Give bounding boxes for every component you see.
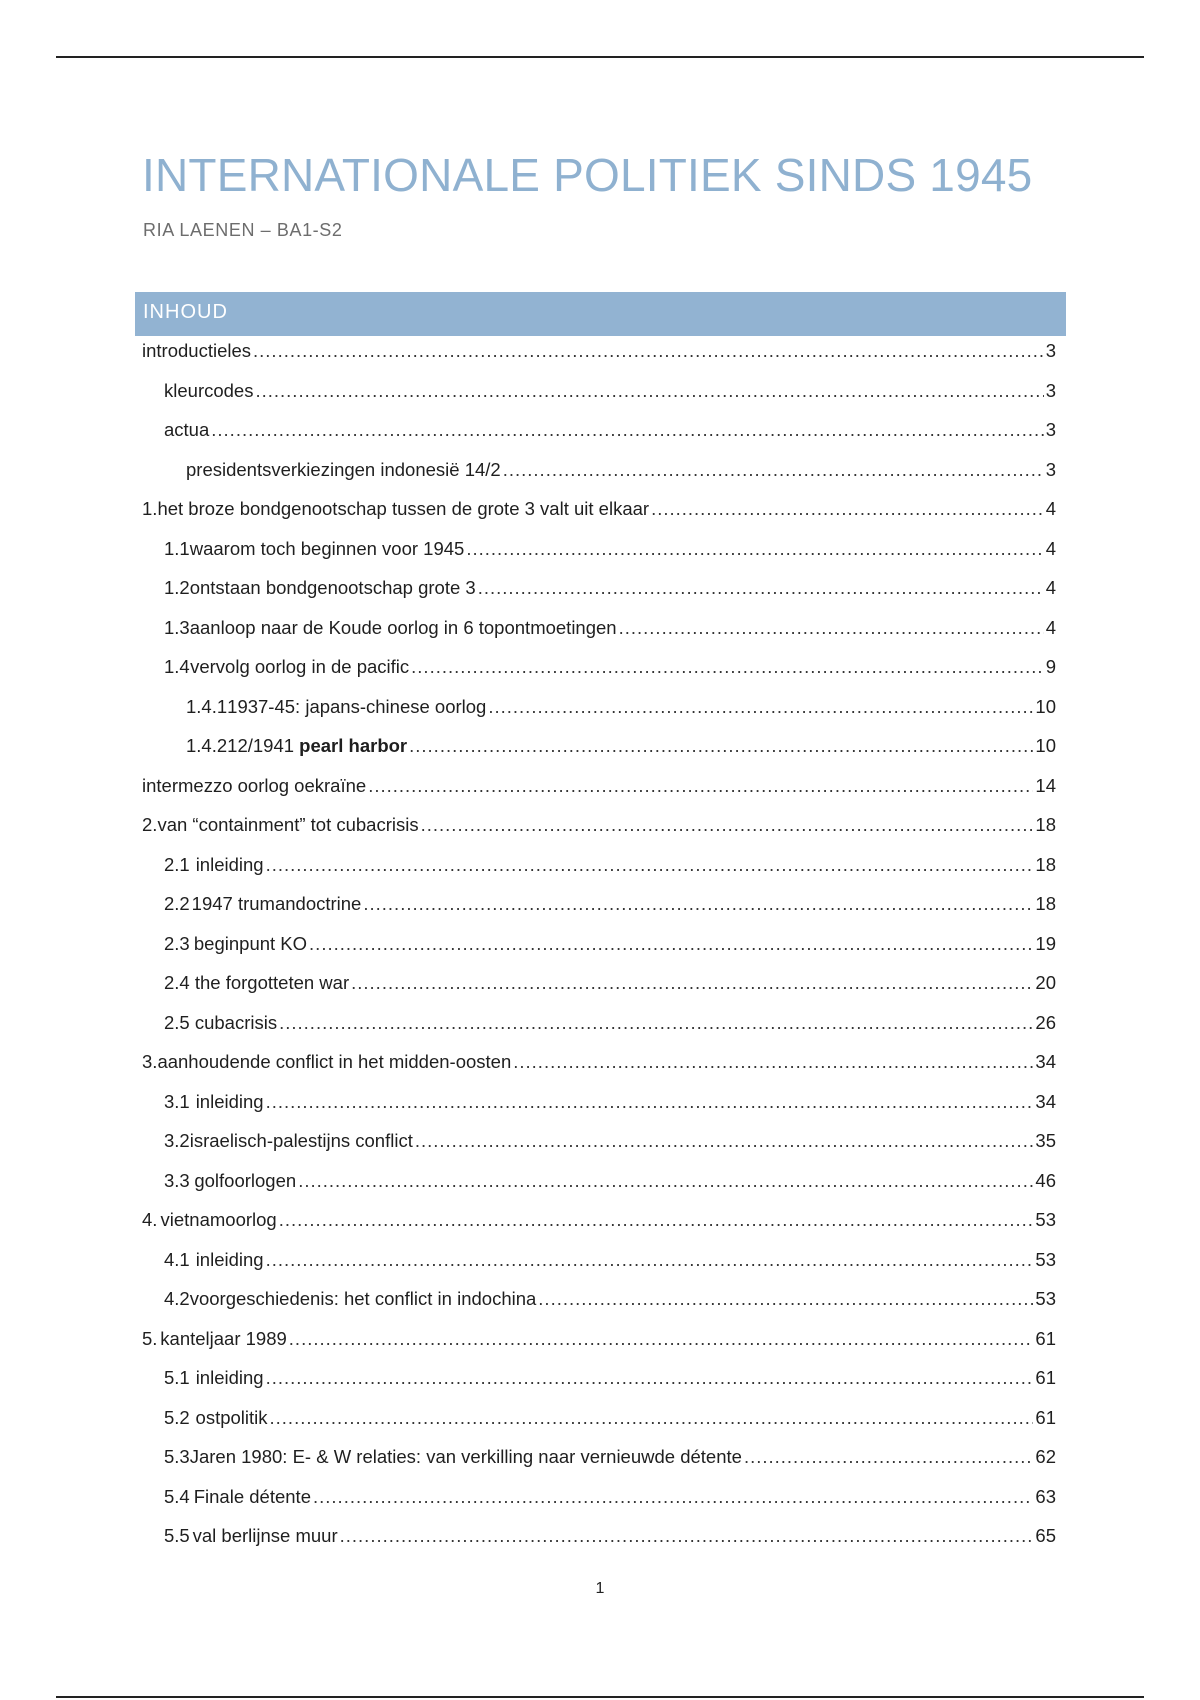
- toc-entry-label: 1947 trumandoctrine: [191, 893, 362, 914]
- toc-entry-page: 20: [1035, 972, 1056, 993]
- toc-leader-dots: [368, 766, 1033, 806]
- toc-leader-dots: [289, 1319, 1034, 1359]
- toc-entry-number: 2.1: [164, 853, 190, 875]
- toc-leader-dots: [340, 1516, 1034, 1556]
- toc-entry[interactable]: [142, 687, 1056, 727]
- table-of-contents: [142, 331, 1056, 1556]
- toc-entry-label: ontstaan bondgenootschap grote 3: [189, 577, 476, 598]
- toc-entry-label: 1937-45: japans-chinese oorlog: [227, 695, 487, 717]
- toc-leader-dots: [309, 924, 1033, 964]
- toc-entry-page: 65: [1035, 1525, 1056, 1546]
- toc-leader-dots: [266, 845, 1034, 885]
- toc-entry-page: 4: [1045, 498, 1056, 519]
- toc-entry[interactable]: [142, 924, 1056, 964]
- toc-leader-dots: [270, 1398, 1034, 1438]
- toc-entry-number: 1.3: [164, 616, 190, 638]
- toc-entry-label: golfoorlogen: [194, 1169, 297, 1191]
- document-subtitle: RIA LAENEN – BA1-S2: [143, 220, 343, 240]
- toc-entry[interactable]: [142, 1516, 1056, 1556]
- toc-leader-dots: [421, 805, 1034, 845]
- toc-entry-page: 4: [1045, 616, 1056, 638]
- toc-entry[interactable]: [142, 805, 1056, 845]
- top-divider: [56, 56, 1144, 58]
- toc-entry[interactable]: [142, 1161, 1056, 1201]
- toc-entry[interactable]: [142, 1003, 1056, 1043]
- toc-leader-dots: [211, 410, 1043, 450]
- toc-entry[interactable]: [142, 331, 1056, 371]
- toc-leader-dots: [513, 1042, 1033, 1082]
- toc-entry[interactable]: [142, 1319, 1056, 1359]
- toc-entry-label: kleurcodes: [164, 379, 254, 401]
- toc-entry[interactable]: [142, 1477, 1056, 1517]
- toc-leader-dots: [411, 647, 1044, 687]
- toc-entry-number: 5.5: [164, 1525, 190, 1546]
- toc-entry-page: 53: [1035, 1288, 1056, 1309]
- toc-leader-dots: [253, 331, 1044, 371]
- toc-entry[interactable]: [142, 884, 1056, 924]
- toc-entry-number: 5.4: [164, 1485, 190, 1507]
- toc-entry[interactable]: [142, 1398, 1056, 1438]
- toc-entry[interactable]: [142, 371, 1056, 411]
- toc-entry-page: 63: [1035, 1485, 1056, 1507]
- toc-leader-dots: [488, 687, 1033, 727]
- toc-entry[interactable]: [142, 410, 1056, 450]
- toc-leader-dots: [415, 1121, 1034, 1161]
- toc-entry-page: 10: [1035, 735, 1056, 756]
- toc-entry-label: val berlijnse muur: [192, 1525, 338, 1546]
- toc-entry-page: 3: [1045, 340, 1056, 361]
- toc-entry-number: 5.2: [164, 1406, 190, 1428]
- toc-entry[interactable]: [142, 1240, 1056, 1280]
- toc-entry-label: inleiding: [195, 1367, 264, 1388]
- toc-leader-dots: [266, 1240, 1034, 1280]
- toc-entry-number: 2.: [142, 814, 158, 835]
- toc-entry-number: 4.1: [164, 1248, 190, 1270]
- toc-entry-page: 46: [1035, 1169, 1056, 1191]
- toc-entry-label-bold: pearl harbor: [299, 735, 408, 756]
- toc-entry-label: beginpunt KO: [193, 932, 308, 954]
- toc-entry-label: [227, 726, 407, 766]
- page-number: 1: [595, 1580, 605, 1597]
- toc-entry-number: 3.: [142, 1051, 158, 1072]
- toc-entry[interactable]: [142, 529, 1056, 569]
- document-title: INTERNATIONALE POLITIEK SINDS 1945: [142, 149, 1033, 201]
- toc-entry-page: 9: [1045, 656, 1056, 677]
- toc-entry-label: voorgeschiedenis: het conflict in indochina: [189, 1288, 537, 1309]
- toc-entry[interactable]: [142, 1121, 1056, 1161]
- toc-entry-number: 4.: [142, 1209, 158, 1230]
- toc-entry-number: 5.3: [164, 1446, 190, 1467]
- toc-entry-label: Jaren 1980: E- & W relaties: van verkilling naar vernieuwde détente: [189, 1446, 742, 1467]
- toc-entry-label: vervolg oorlog in de pacific: [190, 656, 410, 677]
- toc-entry-number: 3.1: [164, 1090, 190, 1112]
- toc-entry[interactable]: [142, 726, 1056, 766]
- toc-heading-bar: [135, 292, 1066, 336]
- toc-entry-page: 26: [1035, 1011, 1056, 1033]
- toc-entry-label: waarom toch beginnen voor 1945: [189, 537, 465, 559]
- toc-leader-dots: [279, 1200, 1034, 1240]
- toc-entry-number: 5.1: [164, 1367, 190, 1388]
- toc-leader-dots: [298, 1161, 1033, 1201]
- toc-entry-page: 4: [1045, 577, 1056, 598]
- toc-entry[interactable]: [142, 845, 1056, 885]
- toc-entry-page: 61: [1035, 1367, 1056, 1388]
- toc-entry-label: inleiding: [195, 1248, 264, 1270]
- toc-leader-dots: [351, 963, 1033, 1003]
- toc-entry-number: 1.1: [164, 537, 190, 559]
- toc-leader-dots: [266, 1082, 1034, 1122]
- toc-entry-number: 1.4.1: [186, 695, 228, 717]
- toc-entry-number: 3.3: [164, 1169, 190, 1191]
- toc-entry-page: 3: [1045, 419, 1056, 440]
- toc-entry-number: 5.: [142, 1327, 158, 1349]
- toc-leader-dots: [313, 1477, 1033, 1517]
- toc-entry[interactable]: [142, 568, 1056, 608]
- toc-entry-label: van “containment” tot cubacrisis: [157, 814, 419, 835]
- toc-entry-page: 10: [1035, 695, 1056, 717]
- toc-entry-label: presidentsverkiezingen indonesië 14/2: [186, 458, 501, 480]
- toc-entry-label: introductieles: [142, 340, 252, 361]
- toc-entry[interactable]: [142, 608, 1056, 648]
- toc-entry-page: 4: [1045, 537, 1056, 559]
- toc-entry-page: 3: [1045, 379, 1056, 401]
- toc-leader-dots: [266, 1358, 1034, 1398]
- toc-entry-page: 18: [1035, 853, 1056, 875]
- toc-entry-label: 2.5 cubacrisis: [164, 1011, 278, 1033]
- toc-entry-label-text: 12/1941: [227, 735, 295, 756]
- toc-entry-number: 3.2: [164, 1130, 190, 1151]
- toc-entry-page: 61: [1035, 1327, 1056, 1349]
- toc-entry[interactable]: [142, 766, 1056, 806]
- toc-entry[interactable]: [142, 1042, 1056, 1082]
- toc-entry-number: 4.2: [164, 1288, 190, 1309]
- toc-leader-dots: [651, 489, 1044, 529]
- toc-leader-dots: [363, 884, 1033, 924]
- toc-leader-dots: [279, 1003, 1033, 1043]
- toc-leader-dots: [409, 726, 1033, 766]
- bottom-divider: [56, 1696, 1144, 1698]
- toc-entry-label: israelisch-palestijns conflict: [189, 1130, 413, 1151]
- toc-entry[interactable]: [142, 450, 1056, 490]
- toc-leader-dots: [538, 1279, 1033, 1319]
- toc-entry[interactable]: [142, 1200, 1056, 1240]
- toc-entry[interactable]: [142, 1358, 1056, 1398]
- toc-entry-page: 3: [1045, 458, 1056, 480]
- toc-entry-page: 14: [1035, 774, 1056, 796]
- toc-heading: INHOUD: [143, 301, 228, 323]
- toc-entry-page: 35: [1035, 1130, 1056, 1151]
- toc-entry-label: het broze bondgenootschap tussen de grote 3 valt uit elkaar: [157, 498, 650, 519]
- toc-entry-label: inleiding: [195, 853, 264, 875]
- toc-entry-label: inleiding: [195, 1090, 264, 1112]
- toc-entry-label: aanloop naar de Koude oorlog in 6 topontmoetingen: [189, 616, 617, 638]
- toc-leader-dots: [466, 529, 1043, 569]
- toc-leader-dots: [619, 608, 1044, 648]
- toc-entry[interactable]: [142, 647, 1056, 687]
- toc-entry-label: kanteljaar 1989: [160, 1327, 287, 1349]
- toc-leader-dots: [744, 1437, 1033, 1477]
- toc-leader-dots: [503, 450, 1044, 490]
- toc-entry-number: 2.3: [164, 932, 190, 954]
- toc-entry[interactable]: [142, 963, 1056, 1003]
- toc-entry-number: 1.4.2: [186, 735, 228, 756]
- toc-entry-label: Finale détente: [193, 1485, 311, 1507]
- toc-entry-page: 18: [1035, 814, 1056, 835]
- toc-leader-dots: [478, 568, 1044, 608]
- toc-entry-page: 62: [1035, 1446, 1056, 1467]
- toc-entry-label: vietnamoorlog: [160, 1209, 277, 1230]
- toc-entry-label: 2.4 the forgotteten war: [164, 972, 350, 993]
- toc-entry[interactable]: [142, 489, 1056, 529]
- toc-entry-page: 53: [1035, 1209, 1056, 1230]
- toc-entry-label: intermezzo oorlog oekraïne: [142, 774, 367, 796]
- toc-entry-page: 53: [1035, 1248, 1056, 1270]
- toc-entry-number: 2.2: [164, 893, 190, 914]
- toc-entry-number: 1.4: [164, 656, 190, 677]
- toc-entry-page: 19: [1035, 932, 1056, 954]
- toc-entry-page: 18: [1035, 893, 1056, 914]
- toc-entry-page: 34: [1035, 1090, 1056, 1112]
- toc-entry-label: ostpolitik: [195, 1406, 268, 1428]
- toc-entry-label: aanhoudende conflict in het midden-oosten: [157, 1051, 512, 1072]
- toc-entry[interactable]: [142, 1279, 1056, 1319]
- toc-entry-label: actua: [164, 419, 210, 440]
- toc-entry-page: 61: [1035, 1406, 1056, 1428]
- toc-entry[interactable]: [142, 1082, 1056, 1122]
- toc-leader-dots: [255, 371, 1043, 411]
- toc-entry[interactable]: [142, 1437, 1056, 1477]
- toc-entry-page: 34: [1035, 1051, 1056, 1072]
- toc-entry-number: 1.: [142, 498, 158, 519]
- toc-entry-number: 1.2: [164, 577, 190, 598]
